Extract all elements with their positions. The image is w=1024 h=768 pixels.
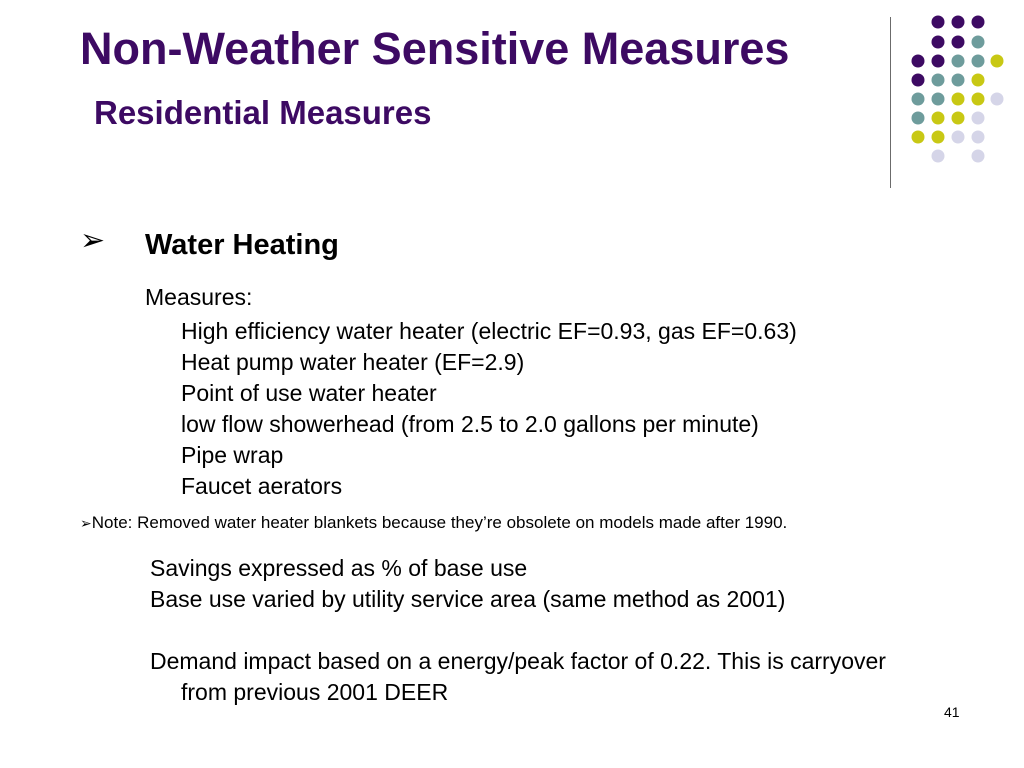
decorative-dot bbox=[932, 131, 945, 144]
slide-title: Non-Weather Sensitive Measures bbox=[80, 23, 790, 74]
measure-item: Faucet aerators bbox=[181, 473, 343, 499]
body-line-demand-cont: from previous 2001 DEER bbox=[181, 679, 449, 705]
decorative-dot bbox=[972, 131, 985, 144]
decorative-dot bbox=[932, 74, 945, 87]
decorative-dot bbox=[991, 93, 1004, 106]
decorative-dot bbox=[972, 55, 985, 68]
decorative-dot bbox=[932, 55, 945, 68]
decorative-dot bbox=[932, 112, 945, 125]
section-heading: Water Heating bbox=[145, 229, 339, 261]
decorative-dot bbox=[912, 55, 925, 68]
measure-item: High efficiency water heater (electric EF=0.93, gas EF=0.63) bbox=[181, 318, 797, 344]
decorative-dot bbox=[972, 112, 985, 125]
measure-item: Pipe wrap bbox=[181, 442, 284, 468]
decorative-dot bbox=[952, 112, 965, 125]
decorative-dot bbox=[932, 150, 945, 163]
decorative-dot bbox=[912, 112, 925, 125]
decorative-dot bbox=[952, 93, 965, 106]
decorative-dot bbox=[932, 93, 945, 106]
note bbox=[80, 513, 787, 533]
note-text: Note: Removed water heater blankets because they’re obsolete on models made after 1990. bbox=[91, 513, 788, 532]
measures-label: Measures: bbox=[145, 284, 253, 310]
decorative-dot-grid bbox=[0, 0, 1024, 200]
decorative-dot bbox=[952, 131, 965, 144]
decorative-dot bbox=[912, 93, 925, 106]
decorative-dot bbox=[972, 16, 985, 29]
body-line-savings: Savings expressed as % of base use bbox=[150, 555, 528, 581]
decorative-dot bbox=[991, 55, 1004, 68]
decorative-dot bbox=[912, 74, 925, 87]
body-line-base-use: Base use varied by utility service area (same method as 2001) bbox=[150, 586, 786, 612]
decorative-dot bbox=[972, 93, 985, 106]
decorative-dot bbox=[952, 74, 965, 87]
decorative-dot bbox=[932, 16, 945, 29]
slide-subtitle: Residential Measures bbox=[94, 94, 432, 131]
arrow-bullet-icon: ➢ bbox=[80, 515, 92, 531]
decorative-dot bbox=[932, 36, 945, 49]
decorative-dot bbox=[912, 131, 925, 144]
decorative-dot bbox=[952, 36, 965, 49]
measure-item: low flow showerhead (from 2.5 to 2.0 gallons per minute) bbox=[181, 411, 759, 437]
decorative-dot bbox=[972, 150, 985, 163]
measure-item: Point of use water heater bbox=[181, 380, 437, 406]
arrow-bullet-icon: ➢ bbox=[80, 224, 106, 257]
measure-item: Heat pump water heater (EF=2.9) bbox=[181, 349, 525, 375]
decorative-dot bbox=[952, 55, 965, 68]
decorative-dot bbox=[972, 74, 985, 87]
page-number: 41 bbox=[944, 704, 960, 720]
decorative-dot bbox=[972, 36, 985, 49]
decorative-dot bbox=[952, 16, 965, 29]
body-line-demand: Demand impact based on a energy/peak factor of 0.22. This is carryover bbox=[150, 648, 886, 674]
